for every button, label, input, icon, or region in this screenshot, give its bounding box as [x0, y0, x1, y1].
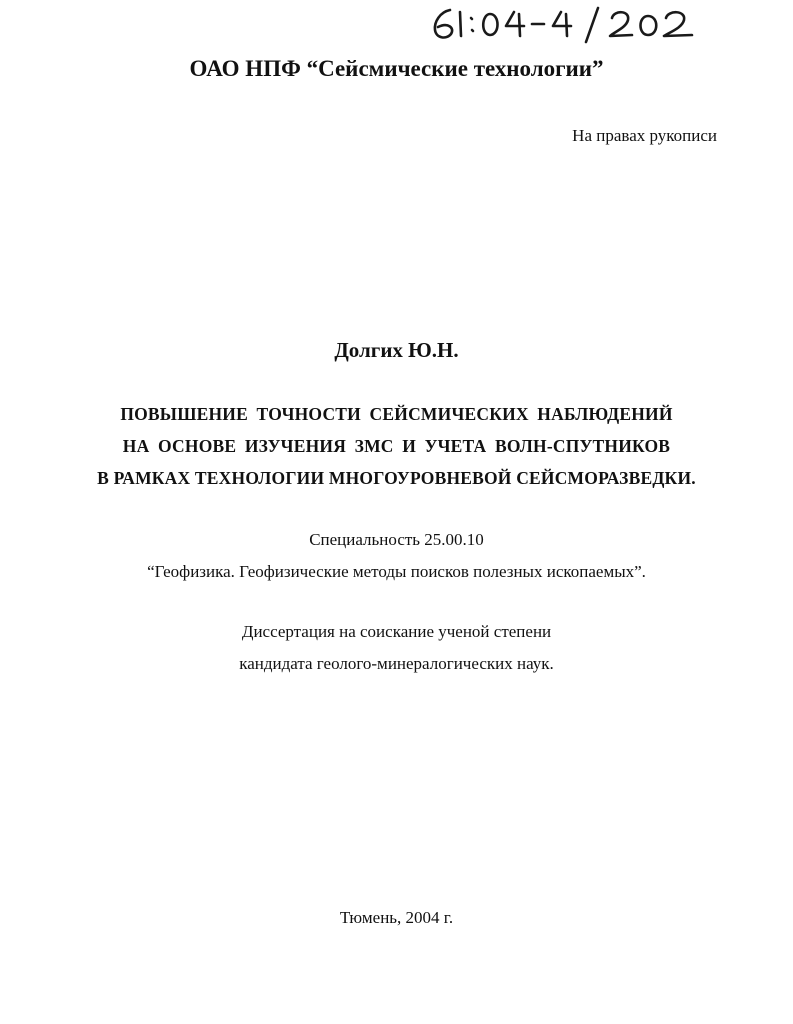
dissertation-line-1: Диссертация на соискание ученой степени — [241, 622, 552, 641]
thesis-title-line-3: В РАМКАХ ТЕХНОЛОГИИ МНОГОУРОВНЕВОЙ СЕЙСМОРАЗВЕДКИ. — [97, 468, 696, 488]
organization-name: ОАО НПФ “Сейсмические технологии” — [189, 56, 604, 81]
handwritten-catalog-mark — [420, 0, 720, 52]
thesis-title-line-2: НА ОСНОВЕ ИЗУЧЕНИЯ ЗМС И УЧЕТА ВОЛН-СПУТНИКОВ — [122, 436, 671, 456]
rights-notice: На правах рукописи — [572, 126, 717, 145]
handwritten-catalog-mark-drawing — [420, 0, 720, 52]
dissertation-line-2: кандидата геолого-минералогических наук. — [239, 654, 554, 673]
author-name: Долгих Ю.Н. — [334, 338, 459, 362]
specialty-code: Специальность 25.00.10 — [309, 530, 484, 549]
specialty-name: “Геофизика. Геофизические методы поисков полезных ископаемых”. — [147, 562, 646, 581]
place-and-year: Тюмень, 2004 г. — [339, 908, 454, 927]
thesis-title-line-1: ПОВЫШЕНИЕ ТОЧНОСТИ СЕЙСМИЧЕСКИХ НАБЛЮДЕНИЙ — [120, 404, 673, 424]
